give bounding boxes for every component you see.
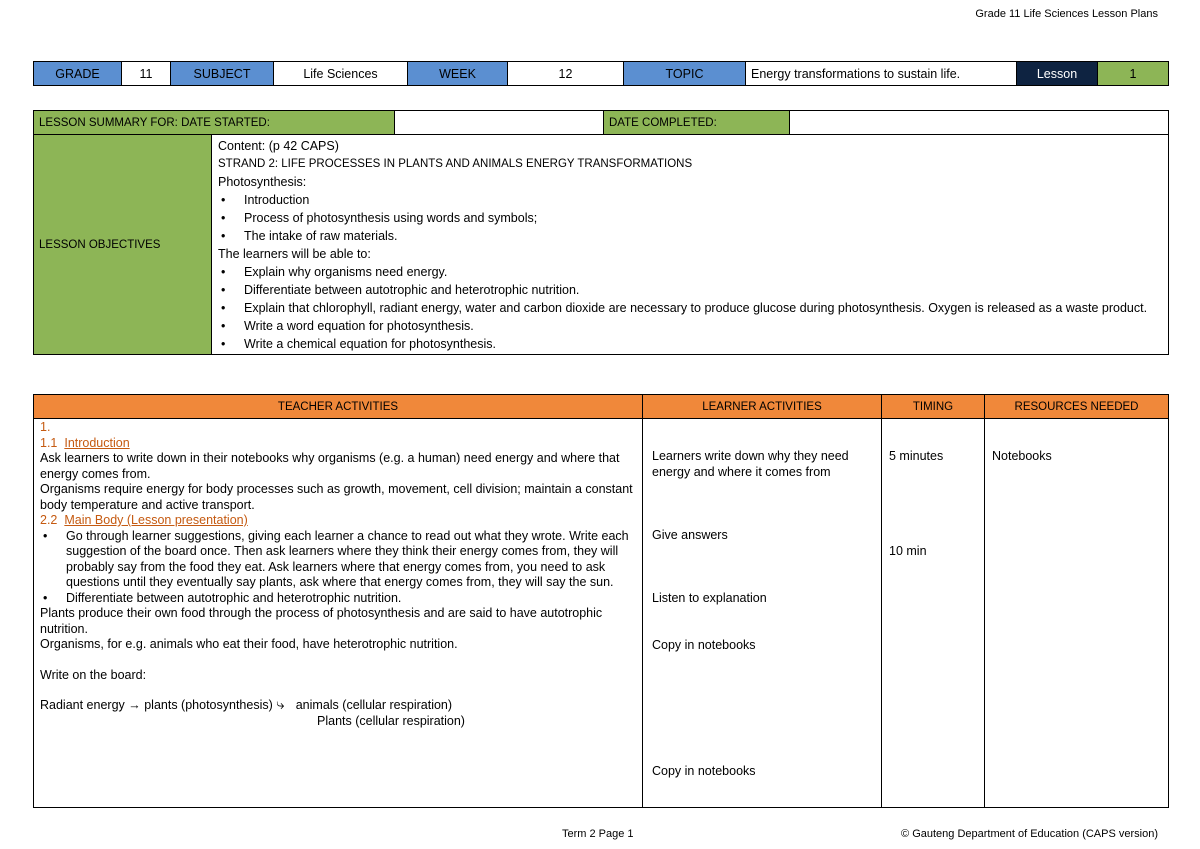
- organisms-text: Organisms require energy for body processes such as growth, movement, cell division; maintain a constant body temperature and active transport.: [40, 482, 633, 512]
- energy-equation: [40, 698, 636, 714]
- list-item: • Explain that chlorophyll, radiant energy, water and carbon dioxide are necessary to produce glucose during photosynthesis. Oxygen is released as a waste product.: [218, 299, 1162, 317]
- subject-label: SUBJECT: [171, 62, 274, 86]
- resources-cell: [985, 419, 1169, 808]
- date-completed-label: DATE COMPLETED:: [604, 111, 790, 135]
- intro-text: Ask learners to write down in their notebooks why organisms (e.g. a human) need energy and where that energy comes from.: [40, 451, 620, 481]
- strand-line: STRAND 2: LIFE PROCESSES IN PLANTS AND ANIMALS ENERGY TRANSFORMATIONS: [218, 158, 693, 170]
- list-item: • Differentiate between autotrophic and heterotrophic nutrition.: [218, 281, 1162, 299]
- cycle-arrow-icon: ⤷: [276, 696, 285, 713]
- lesson-label: Lesson: [1017, 62, 1098, 86]
- photosynthesis-heading: Photosynthesis:: [218, 175, 307, 189]
- learners-intro: The learners will be able to:: [218, 247, 371, 261]
- intro-number: 1.1: [40, 435, 58, 450]
- board-instruction: Write on the board:: [40, 667, 147, 682]
- resources-header: RESOURCES NEEDED: [985, 395, 1169, 419]
- list-item: • Differentiate between autotrophic and heterotrophic nutrition.: [40, 591, 636, 607]
- week-value: 12: [508, 62, 624, 86]
- main-body-number: 2.2: [40, 513, 58, 527]
- topic-label: TOPIC: [624, 62, 746, 86]
- equation-part-2: animals (cellular respiration): [295, 698, 453, 712]
- resource-value: Notebooks: [992, 449, 1052, 463]
- page-number: Term 2 Page 1: [562, 828, 634, 840]
- timing-value: 10 min: [889, 544, 927, 558]
- objectives-list: [218, 263, 1162, 353]
- timing-header: TIMING: [882, 395, 985, 419]
- learner-activities-cell: [643, 419, 882, 808]
- teacher-activities-cell: [34, 419, 643, 808]
- teacher-bullets: [40, 529, 636, 607]
- plants-text: Plants produce their own food through the process of photosynthesis and are said to have autotrophic nutrition.: [40, 606, 603, 636]
- list-item: • The intake of raw materials.: [218, 227, 1162, 245]
- equation-part-3: Plants (cellular respiration): [317, 713, 465, 728]
- list-item: • Process of photosynthesis using words and symbols;: [218, 209, 1162, 227]
- learner-activities-header: LEARNER ACTIVITIES: [643, 395, 882, 419]
- equation-part-1: Radiant energy → plants (photosynthesis): [40, 698, 273, 712]
- main-body-title: Main Body (Lesson presentation): [64, 513, 248, 527]
- date-started-value[interactable]: [395, 111, 604, 135]
- main-body-heading: [40, 513, 636, 529]
- objectives-content: [212, 135, 1169, 355]
- learner-activity: Give answers: [652, 528, 728, 542]
- intro-title: Introduction: [64, 435, 130, 450]
- content-line: Content: (p 42 CAPS): [218, 139, 339, 153]
- lesson-info-bar: [33, 61, 1169, 86]
- week-label: WEEK: [408, 62, 508, 86]
- intro-heading: [40, 436, 636, 452]
- activities-table: [33, 394, 1169, 808]
- subject-value: Life Sciences: [274, 62, 408, 86]
- list-item: • Explain why organisms need energy.: [218, 263, 1162, 281]
- document-title: Grade 11 Life Sciences Lesson Plans: [975, 8, 1158, 20]
- teacher-activities-header: TEACHER ACTIVITIES: [34, 395, 643, 419]
- learner-activity: Copy in notebooks: [652, 764, 756, 778]
- learner-activity: Listen to explanation: [652, 591, 767, 605]
- topic-value: Energy transformations to sustain life.: [746, 62, 1017, 86]
- list-item: • Go through learner suggestions, giving each learner a chance to read out what they wrote. Write each suggestion of the board once. Then ask learners where they think their energy comes from, they will probably say from the food they eat. Ask learners where that energy comes from, you need to ask questions until they eventually say plants, ask where that energy comes from, they will say the sun.: [40, 529, 636, 591]
- section-number: 1.: [40, 420, 51, 434]
- list-item: • Write a chemical equation for photosynthesis.: [218, 335, 1162, 353]
- grade-label: GRADE: [34, 62, 122, 86]
- list-item: • Write a word equation for photosynthesis.: [218, 317, 1162, 335]
- content-list: [218, 191, 1162, 245]
- timing-cell: [882, 419, 985, 808]
- lesson-summary-table: [33, 110, 1169, 355]
- date-started-label: LESSON SUMMARY FOR: DATE STARTED:: [34, 111, 395, 135]
- date-completed-value[interactable]: [790, 111, 1169, 135]
- copyright-notice: © Gauteng Department of Education (CAPS version): [901, 828, 1158, 840]
- list-item: • Introduction: [218, 191, 1162, 209]
- learner-activity: Copy in notebooks: [652, 638, 756, 652]
- grade-value: 11: [122, 62, 171, 86]
- lesson-value: 1: [1098, 62, 1169, 86]
- timing-value: 5 minutes: [889, 449, 944, 463]
- heterotrophic-text: Organisms, for e.g. animals who eat their food, have heterotrophic nutrition.: [40, 637, 458, 651]
- learner-activity: Learners write down why they need energy and where it comes from: [652, 449, 849, 479]
- objectives-label: LESSON OBJECTIVES: [34, 135, 212, 355]
